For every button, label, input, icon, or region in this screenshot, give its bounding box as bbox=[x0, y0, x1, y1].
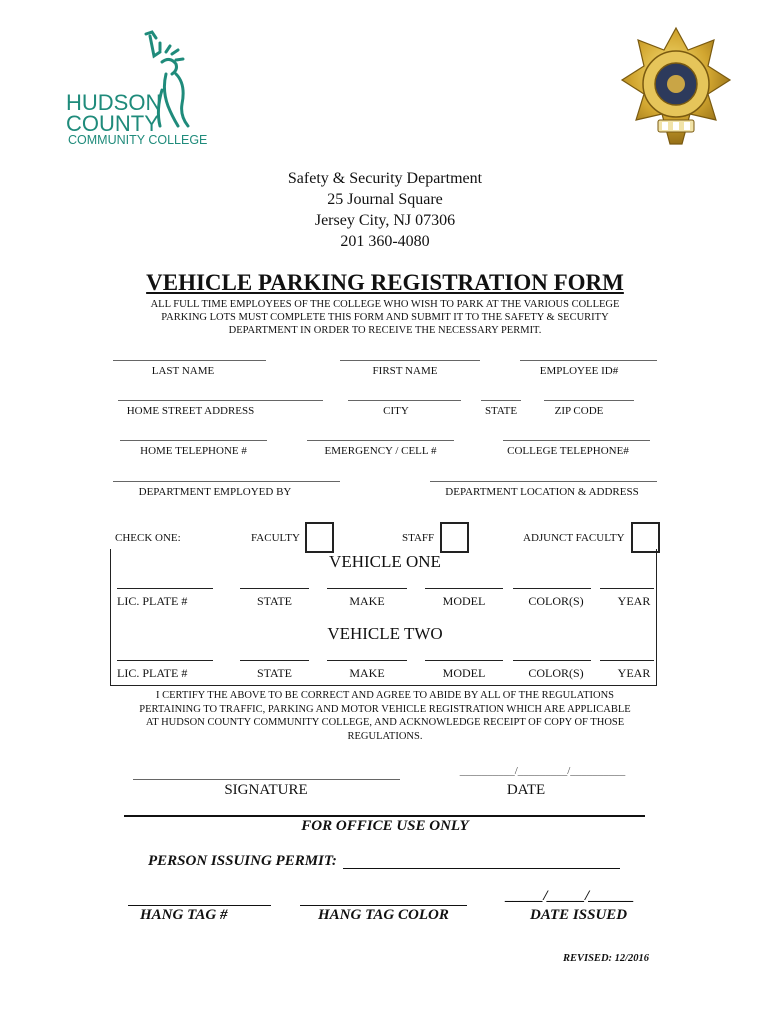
faculty-label: FACULTY bbox=[251, 532, 300, 544]
v2-make-field[interactable] bbox=[327, 660, 407, 661]
state-field[interactable] bbox=[481, 400, 521, 401]
date-issued-label: DATE ISSUED bbox=[530, 907, 628, 923]
city-state-zip: Jersey City, NJ 07306 bbox=[314, 212, 456, 229]
city-label: CITY bbox=[383, 405, 409, 417]
city-field[interactable] bbox=[348, 400, 461, 401]
v2-make-label: MAKE bbox=[349, 666, 385, 680]
hang-tag-field[interactable] bbox=[128, 905, 271, 906]
certify-line-1: I CERTIFY THE ABOVE TO BE CORRECT AND AGREE TO ABIDE BY ALL OF THE REGULATIONS bbox=[156, 690, 614, 701]
v1-year-field[interactable] bbox=[600, 588, 654, 589]
department-field[interactable] bbox=[113, 481, 340, 482]
v1-model-field[interactable] bbox=[425, 588, 503, 589]
v1-color-field[interactable] bbox=[513, 588, 591, 589]
dept-location-label: DEPARTMENT LOCATION & ADDRESS bbox=[445, 486, 639, 498]
home-phone-label: HOME TELEPHONE # bbox=[140, 445, 247, 457]
intro-line-1: ALL FULL TIME EMPLOYEES OF THE COLLEGE WHO WISH TO PARK AT THE VARIOUS COLLEGE bbox=[150, 299, 620, 310]
department-label: DEPARTMENT EMPLOYED BY bbox=[138, 486, 292, 498]
first-name-label: FIRST NAME bbox=[372, 365, 438, 377]
staff-label: STAFF bbox=[402, 532, 435, 544]
logo-line-community-college: COMMUNITY COLLEGE bbox=[68, 133, 208, 147]
intro-text bbox=[90, 298, 680, 337]
date-issued-field[interactable]: _____/_____/______ bbox=[505, 888, 635, 904]
signature-label: SIGNATURE bbox=[224, 782, 308, 798]
logo-line-hudson: HUDSON bbox=[66, 90, 162, 115]
office-use-title: FOR OFFICE USE ONLY bbox=[301, 818, 469, 834]
certification-text bbox=[100, 689, 670, 743]
hang-tag-color-label: HANG TAG COLOR bbox=[318, 907, 449, 923]
check-one-label: CHECK ONE: bbox=[115, 532, 181, 544]
first-name-field[interactable] bbox=[340, 360, 480, 361]
street-address: 25 Journal Square bbox=[327, 191, 443, 208]
home-address-field[interactable] bbox=[118, 400, 323, 401]
signature-field[interactable] bbox=[133, 779, 400, 780]
v2-year-label: YEAR bbox=[617, 666, 651, 680]
revised-date: REVISED: 12/2016 bbox=[563, 953, 650, 964]
person-issuing-label: PERSON ISSUING PERMIT: bbox=[148, 853, 337, 869]
home-address-label: HOME STREET ADDRESS bbox=[126, 405, 255, 417]
college-phone-field[interactable] bbox=[503, 440, 650, 441]
department-name: Safety & Security Department bbox=[287, 170, 483, 187]
v1-make-label: MAKE bbox=[349, 594, 385, 608]
v1-make-field[interactable] bbox=[327, 588, 407, 589]
dept-location-field[interactable] bbox=[430, 481, 657, 482]
home-phone-field[interactable] bbox=[120, 440, 267, 441]
emergency-label: EMERGENCY / CELL # bbox=[324, 445, 437, 457]
v1-plate-label: LIC. PLATE # bbox=[117, 594, 188, 608]
v2-color-label: COLOR(S) bbox=[528, 666, 584, 680]
intro-line-2: PARKING LOTS MUST COMPLETE THIS FORM AND SUBMIT IT TO THE SAFETY & SECURITY bbox=[161, 312, 609, 323]
certify-line-4: REGULATIONS. bbox=[347, 730, 423, 742]
v1-color-label: COLOR(S) bbox=[528, 594, 584, 608]
logo-line-county: COUNTY bbox=[66, 111, 159, 136]
certify-line-2: PERTAINING TO TRAFFIC, PARKING AND MOTOR VEHICLE REGISTRATION WHICH ARE APPLICABLE bbox=[139, 703, 631, 715]
v2-color-field[interactable] bbox=[513, 660, 591, 661]
badge-star-icon bbox=[620, 26, 732, 154]
last-name-field[interactable] bbox=[113, 360, 266, 361]
hang-tag-label: HANG TAG # bbox=[140, 907, 228, 923]
address-block bbox=[230, 168, 540, 252]
v2-model-label: MODEL bbox=[442, 666, 486, 680]
zip-label: ZIP CODE bbox=[554, 405, 604, 417]
security-badge bbox=[620, 26, 732, 154]
date-label: DATE bbox=[506, 782, 546, 798]
adjunct-label: ADJUNCT FACULTY bbox=[523, 532, 625, 544]
state-label: STATE bbox=[484, 405, 518, 417]
employee-id-field[interactable] bbox=[520, 360, 657, 361]
certify-line-3: AT HUDSON COUNTY COMMUNITY COLLEGE, AND ACKNOWLEDGE RECEIPT OF COPY OF THOSE bbox=[145, 717, 625, 728]
vehicle-one-title: VEHICLE ONE bbox=[329, 552, 441, 571]
v2-plate-label: LIC. PLATE # bbox=[117, 666, 188, 680]
phone-number: 201 360-4080 bbox=[340, 233, 430, 250]
v1-year-label: YEAR bbox=[617, 594, 651, 608]
vehicle-two-title: VEHICLE TWO bbox=[327, 624, 443, 643]
v2-plate-field[interactable] bbox=[117, 660, 213, 661]
zip-field[interactable] bbox=[544, 400, 634, 401]
employee-id-label: EMPLOYEE ID# bbox=[539, 365, 619, 377]
emergency-field[interactable] bbox=[307, 440, 454, 441]
v2-state-label: STATE bbox=[256, 666, 293, 680]
college-phone-label: COLLEGE TELEPHONE# bbox=[507, 445, 629, 457]
intro-line-3: DEPARTMENT IN ORDER TO RECEIVE THE NECESSARY PERMIT. bbox=[228, 325, 542, 336]
college-logo bbox=[66, 30, 226, 150]
v2-state-field[interactable] bbox=[240, 660, 309, 661]
date-field[interactable]: __________/_________/__________ bbox=[459, 765, 626, 777]
hang-tag-color-field[interactable] bbox=[300, 905, 467, 906]
last-name-label: LAST NAME bbox=[151, 365, 215, 377]
v1-state-label: STATE bbox=[256, 594, 293, 608]
office-divider bbox=[124, 815, 645, 817]
person-issuing-field[interactable] bbox=[343, 868, 620, 869]
form-title: VEHICLE PARKING REGISTRATION FORM bbox=[146, 270, 624, 295]
v1-plate-field[interactable] bbox=[117, 588, 213, 589]
v2-year-field[interactable] bbox=[600, 660, 654, 661]
v2-model-field[interactable] bbox=[425, 660, 503, 661]
v1-model-label: MODEL bbox=[442, 594, 486, 608]
v1-state-field[interactable] bbox=[240, 588, 309, 589]
